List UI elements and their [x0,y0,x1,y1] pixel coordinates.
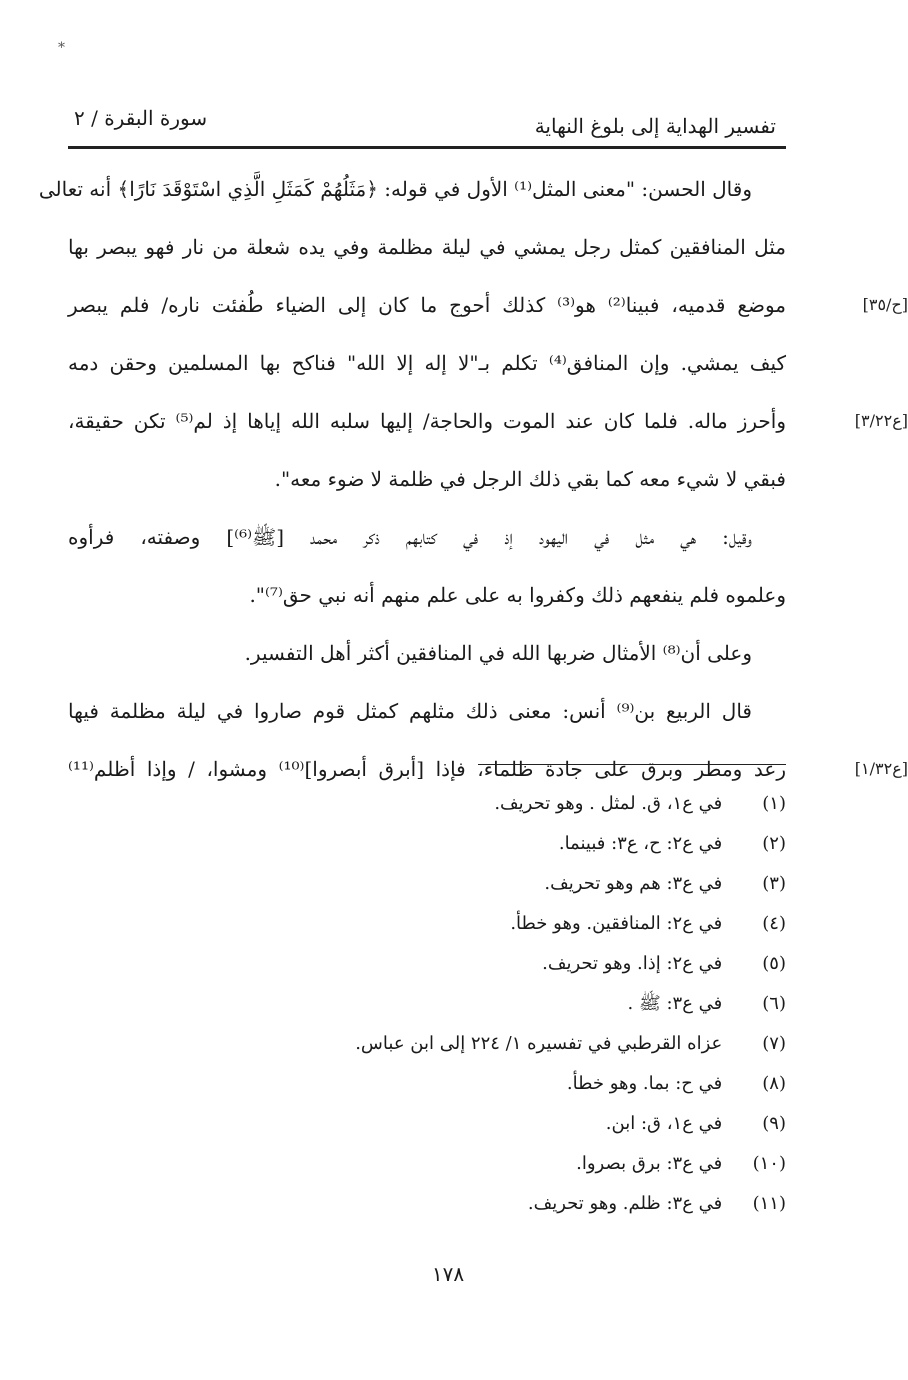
footnote-text: في ع٣: هم وهو تحريف. [544,873,723,894]
main-text [38,160,908,798]
footnote [300,904,786,944]
footnote [300,784,786,824]
text-line [68,276,908,334]
footnote-number: (٣) [762,873,786,894]
surah-label: سورة البقرة / ٢ [74,106,208,130]
footnote-number: (٨) [762,1073,786,1094]
footnote-text: في ع٢: المنافقين. وهو خطأ. [510,913,723,934]
footnote [300,984,786,1024]
footnote [300,1064,786,1104]
footnote-number: (١٠) [752,1153,786,1174]
text-line-content: وأحرز ماله. فلما كان عند الموت والحاجة/ إليها سلبه الله إياها إذ لم⁽⁵⁾ تكن حقيقة، [68,409,786,433]
text-line [68,392,908,450]
footnote [300,944,786,984]
text-line: مثل المنافقين كمثل رجل يمشي في ليلة مظلمة وفي يده شعلة من نار فهو يبصر بها [68,235,786,259]
footnote [300,1184,786,1224]
footnote-number: (١١) [752,1193,786,1214]
margin-marker: [ح/٣٥] [862,295,908,314]
footnote-number: (١) [762,793,786,814]
footnote-text: في ع٣: ظلم. وهو تحريف. [527,1193,723,1214]
footnotes [300,784,786,1224]
footnote-text: في ح: بما. وهو خطأ. [566,1073,723,1094]
text-line: وعلموه فلم ينفعهم ذلك وكفروا به على علم منهم أنه نبي حق⁽⁷⁾". [249,583,786,607]
text-line: وقيل: هي مثل في اليهود إذ في كتابهم ذكر محمد [ﷺ⁽⁶⁾] وصفته، فرأوه [68,525,752,549]
footnote-text: في ع٣: ﷺ . [627,993,723,1014]
footnote-text: في ع٣: برق بصروا. [576,1153,723,1174]
footnote-number: (٢) [762,833,786,854]
footnote [300,1104,786,1144]
text-line: قال الربيع بن⁽⁹⁾ أنس: معنى ذلك مثلهم كمثل قوم صاروا في ليلة مظلمة فيها [68,699,752,723]
footnote-number: (٥) [762,953,786,974]
running-header [68,100,786,149]
book-title: تفسير الهداية إلى بلوغ النهاية [534,114,776,138]
footnote-text: عزاه القرطبي في تفسيره ١/ ٢٢٤ إلى ابن عباس. [355,1033,723,1054]
footnote-number: (٧) [762,1033,786,1054]
footnote-number: (٤) [762,913,786,934]
margin-marker: [ع٣/٢٢] [854,411,908,430]
footnote [300,824,786,864]
footnote-text: في ع٢: إذا. وهو تحريف. [542,953,723,974]
corner-mark: * [58,40,65,56]
footnote-separator [478,764,786,765]
footnote [300,1024,786,1064]
footnote-text: في ع١، ق: ابن. [605,1113,723,1134]
footnote-text: في ع٢: ح، ع٣: فبينما. [558,833,723,854]
footnote-text: في ع١، ق. لمثل . وهو تحريف. [494,793,723,814]
text-line: وعلى أن⁽⁸⁾ الأمثال ضربها الله في المنافقين أكثر أهل التفسير. [244,641,752,665]
footnote-number: (٦) [762,993,786,1014]
text-line-content: رعد ومطر وبرق على جادة ظلماء، فإذا [أبرق أبصروا]⁽¹⁰⁾ ومشوا، / وإذا أظلم⁽¹¹⁾ [68,757,787,781]
footnote-number: (٩) [762,1113,786,1134]
footnote [300,1144,786,1184]
margin-marker: [ع١/٣٢] [854,759,908,778]
text-line: وقال الحسن: "معنى المثل⁽¹⁾ الأول في قوله: ﴿مَثَلُهُمْ كَمَثَلِ الَّذِي اسْتَوْقَدَ نَارًا﴾ أنه تعالى [38,177,752,201]
text-line-content: موضع قدميه، فبينا⁽²⁾ هو⁽³⁾ كذلك أحوج ما كان إلى الضياء طُفئت ناره/ فلم يبصر [68,293,786,317]
text-line: كيف يمشي. وإن المنافق⁽⁴⁾ تكلم بـ"لا إله إلا الله" فناكح بها المسلمين وحقن دمه [68,351,786,375]
footnote [300,864,786,904]
text-line: فبقي لا شيء معه كما بقي ذلك الرجل في ظلمة لا ضوء معه". [274,467,786,491]
page-number: ١٧٨ [431,1262,465,1286]
